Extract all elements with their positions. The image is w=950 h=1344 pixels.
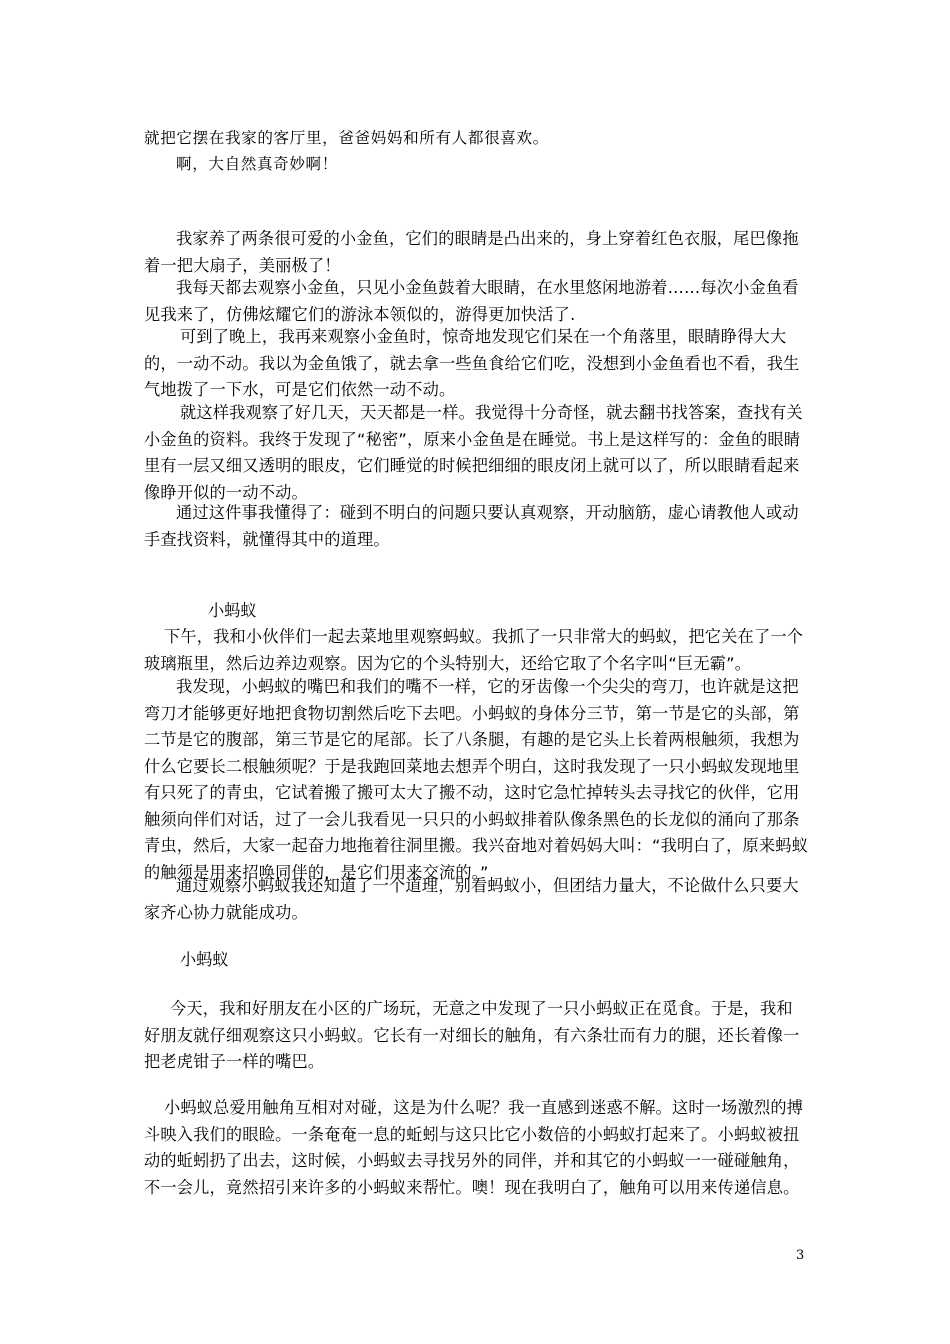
goldfish-paragraph-3: 可到了晚上，我再来观察小金鱼时，惊奇地发现它们呆在一个角落里，眼睛睁得大大的，一动不动。我以为金鱼饿了，就去拿一些鱼食给它们吃，没想到小金鱼看也不看，我生气地拨了一下水，可是它们依然一动不动。 [144, 327, 800, 399]
ant-essay-1-title: 小蚂蚁 [208, 601, 257, 620]
ant-essay-2-paragraph-1: 今天，我和好朋友在小区的广场玩，无意之中发现了一只小蚂蚁正在觅食。于是，我和好朋友就仔细观察这只小蚂蚁。它长有一对细长的触角，有六条壮而有力的腿，还长着像一把老虎钳子一样的嘴巴。 [144, 999, 800, 1071]
goldfish-paragraph-4: 就这样我观察了好几天，天天都是一样。我觉得十分奇怪，就去翻书找答案，查找有关小金鱼的资料。我终于发现了“秘密”，原来小金鱼是在睡觉。书上是这样写的：金鱼的眼睛里有一层又细又透明的眼皮，它们睡觉的时候把细细的眼皮闭上就可以了，所以眼睛看起来像睁开似的一动不动。 [144, 403, 803, 502]
goldfish-paragraph-1: 我家养了两条很可爱的小金鱼，它们的眼睛是凸出来的，身上穿着红色衣服，尾巴像拖着一把大扇子，美丽极了！ [144, 229, 799, 275]
goldfish-paragraph-2: 我每天都去观察小金鱼，只见小金鱼鼓着大眼睛，在水里悠闲地游着……每次小金鱼看见我来了，仿佛炫耀它们的游泳本领似的，游得更加快活了. [144, 278, 799, 324]
goldfish-paragraph-5: 通过这件事我懂得了：碰到不明白的问题只要认真观察，开动脑筋，虚心请教他人或动手查找资料，就懂得其中的道理。 [144, 503, 799, 549]
intro-line-1: 就把它摆在我家的客厅里，爸爸妈妈和所有人都很喜欢。 [144, 129, 549, 147]
ant-essay-1-paragraph-3: 通过观察小蚂蚁我还知道了一个道理，别看蚂蚁小，但团结力量大，不论做什么只要大家齐心协力就能成功。 [144, 876, 799, 922]
ant-essay-1-paragraph-2: 我发现，小蚂蚁的嘴巴和我们的嘴不一样，它的牙齿像一个尖尖的弯刀，也许就是这把弯刀才能够更好地把食物切割然后吃下去吧。小蚂蚁的身体分三节，第一节是它的头部，第二节是它的腹部，第三节是它的尾部。长了八条腿，有趣的是它头上长着两根触须，我想为什么它要长二根触须呢？于是我跑回菜地去想弄个明白，这时我发现了一只小蚂蚁发现地里有只死了的青虫，它试着搬了搬可太大了搬不动，这时它急忙掉转头去寻找它的伙伴，它用触须向伴们对话，过了一会儿我看见一只只的小蚂蚁排着队像条黑色的长龙似的涌向了那条青虫，然后，大家一起奋力地拖着往洞里搬。我兴奋地对着妈妈大叫：“我明白了，原来蚂蚁的触须是用来招唤同伴的，是它们用来交流的。” [144, 677, 809, 882]
intro-line-2: 啊，大自然真奇妙啊！ [176, 155, 338, 173]
ant-essay-2-title: 小蚂蚁 [180, 950, 229, 969]
ant-essay-2-paragraph-2: 小蚂蚁总爱用触角互相对对碰，这是为什么呢？我一直感到迷惑不解。这时一场激烈的搏斗映入我们的眼睑。一条奄奄一息的蚯蚓与这只比它小数倍的小蚂蚁打起来了。小蚂蚁被扭动的蚯蚓扔了出去，这时候，小蚂蚁去寻找另外的同伴，并和其它的小蚂蚁一一碰碰触角，不一会儿，竟然招引来许多的小蚂蚁来帮忙。噢！现在我明白了，触角可以用来传递信息。 [144, 1098, 804, 1197]
page-number: 3 [796, 1248, 805, 1263]
ant-essay-1-paragraph-1: 下午，我和小伙伴们一起去菜地里观察蚂蚁。我抓了一只非常大的蚂蚁，把它关在了一个玻璃瓶里，然后边养边观察。因为它的个头特别大，还给它取了个名字叫“巨无霸”。 [144, 627, 804, 673]
